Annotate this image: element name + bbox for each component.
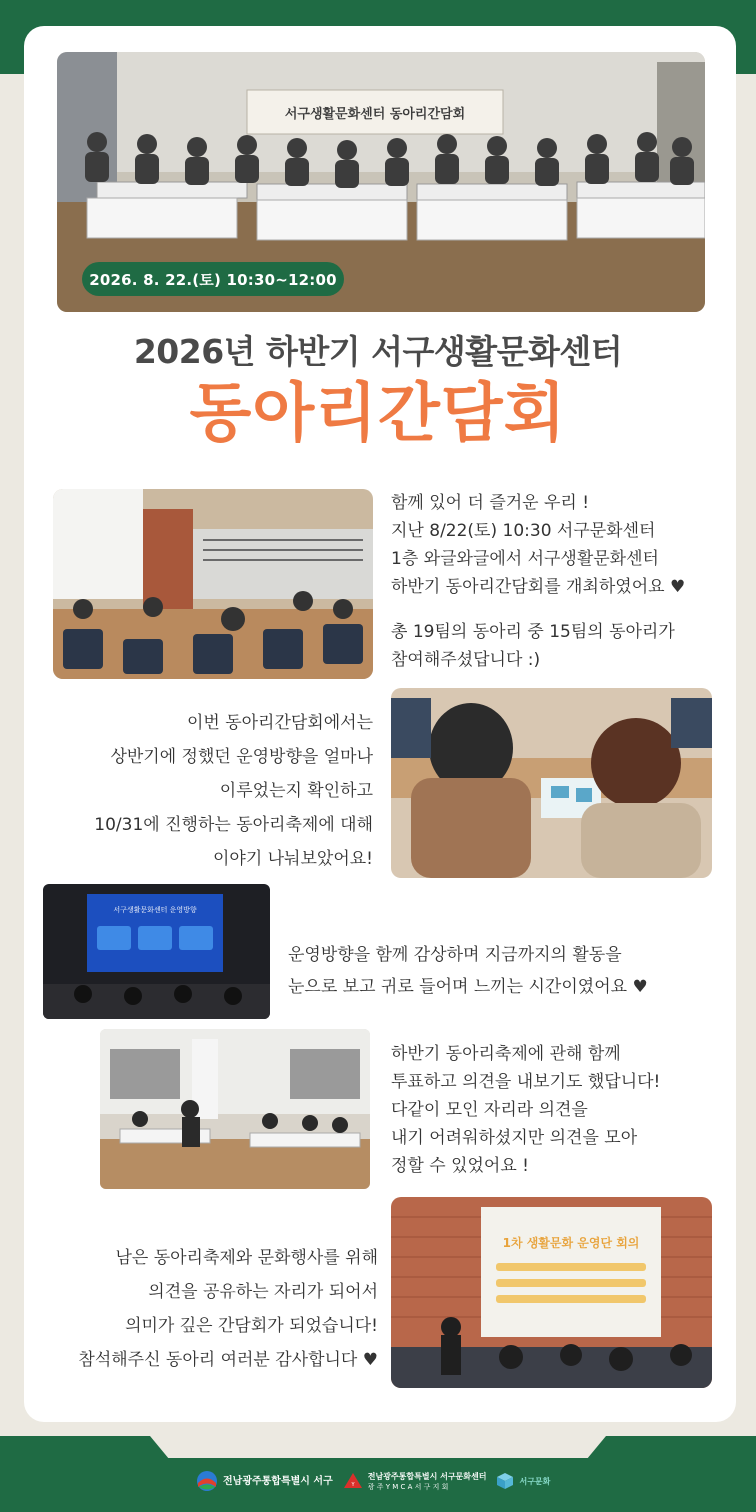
- section1-extra-text: [391, 618, 675, 674]
- culture-cube-icon: [496, 1472, 514, 1490]
- logo2-subtext: 광 주 Y M C A 서 구 지 회: [367, 1482, 449, 1491]
- section1-line: 지난 8/22(토) 10:30 서구문화센터: [391, 521, 656, 541]
- section4-line: 정할 수 있었어요 !: [391, 1156, 529, 1176]
- section4-line: 투표하고 의견을 내보기도 했답니다!: [391, 1072, 661, 1092]
- district-emblem-icon: [196, 1470, 218, 1492]
- ymca-triangle-icon: [343, 1471, 363, 1491]
- screen-meeting-title: 1차 생활문화 운영단 회의: [502, 1236, 640, 1250]
- section2-line: 상반기에 정했던 운영방향을 얼마나: [110, 747, 373, 767]
- section4-line: 다같이 모인 자리라 의견을: [391, 1100, 588, 1120]
- section1-line: 하반기 동아리간담회를 개최하였어요 ♥: [391, 577, 686, 597]
- logo-seogu-culture: [496, 1472, 550, 1490]
- photo-presentation-screen: [43, 884, 270, 1019]
- logo-culture-center: [343, 1471, 487, 1492]
- section5-text: [78, 1241, 378, 1377]
- photo-hall-wide: [53, 489, 373, 679]
- hero-banner-text: 서구생활문화센터 동아리간담회: [284, 107, 466, 122]
- section1-line: 함께 있어 더 즐거운 우리 !: [391, 493, 590, 513]
- section3-line: 운영방향을 함께 감상하며 지금까지의 활동을: [288, 945, 622, 965]
- photo-voting-discussion: [100, 1029, 370, 1189]
- section1-line: 참여해주셨답니다 :): [391, 650, 541, 670]
- section1-line: 1층 와글와글에서 서구생활문화센터: [391, 549, 659, 569]
- section2-line: 이번 동아리간담회에서는: [186, 713, 373, 733]
- photo-meeting-screen: [391, 1197, 712, 1388]
- section5-line: 참석해주신 동아리 여러분 감사합니다 ♥: [78, 1350, 378, 1370]
- page-subtitle: 2026년 하반기 서구생활문화센터: [133, 332, 623, 371]
- section1-text: [391, 489, 685, 601]
- photo-participants-closeup: [391, 688, 712, 878]
- section4-text: [391, 1040, 660, 1180]
- section5-line: 의견을 공유하는 자리가 되어서: [148, 1282, 378, 1302]
- section4-line: 하반기 동아리축제에 관해 함께: [391, 1044, 621, 1064]
- section2-line: 이야기 나눠보았어요!: [212, 849, 373, 869]
- section2-line: 이루었는지 확인하고: [219, 781, 373, 801]
- section3-text: [288, 939, 648, 1003]
- section5-line: 남은 동아리축제와 문화행사를 위해: [115, 1248, 378, 1268]
- section2-line: 10/31에 진행하는 동아리축제에 대해: [94, 815, 373, 835]
- section2-text: [94, 706, 373, 876]
- screen-title-text: 서구생활문화센터 운영방향: [113, 906, 197, 914]
- event-date-badge: 2026. 8. 22.(토) 10:30~12:00: [82, 262, 344, 296]
- section4-line: 내기 어려워하셨지만 의견을 모아: [391, 1128, 638, 1148]
- logo3-text: 서구문화: [519, 1476, 551, 1486]
- footer-logos: [196, 1466, 550, 1496]
- logo2-text: 전남광주통합특별시 서구문화센터: [367, 1471, 487, 1481]
- logo1-text: 전남광주통합특별시 서구: [223, 1475, 333, 1487]
- svg-text:Y: Y: [351, 1482, 355, 1488]
- bottom-tab-shape: [150, 1436, 606, 1458]
- section3-line: 눈으로 보고 귀로 들어며 느끼는 시간이였어요 ♥: [288, 977, 648, 997]
- section5-line: 의미가 깊은 간담회가 되었습니다!: [125, 1316, 378, 1336]
- section1-line: 총 19팀의 동아리 중 15팀의 동아리가: [391, 622, 675, 642]
- logo-seogu-district: [196, 1470, 333, 1492]
- page-title: 동아리간담회: [189, 377, 567, 451]
